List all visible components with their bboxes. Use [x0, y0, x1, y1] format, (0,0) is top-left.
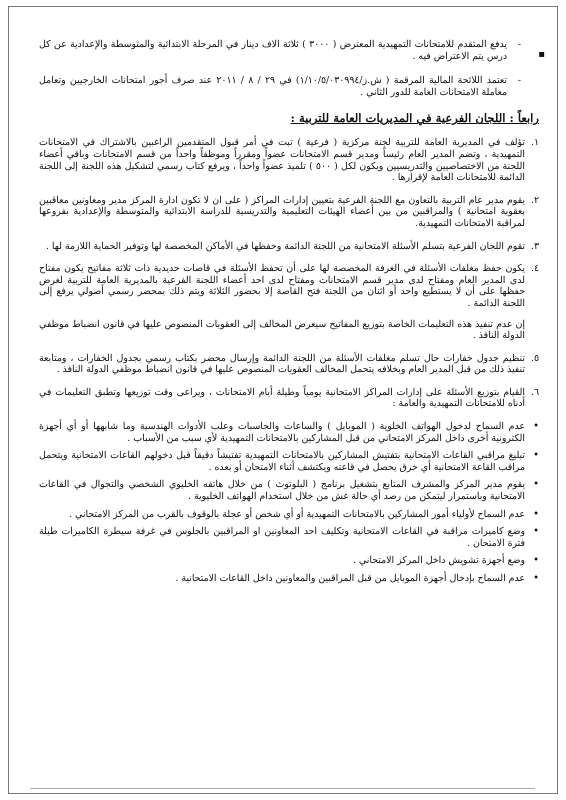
bullet-dot-icon: • — [533, 573, 539, 584]
item-text: تقوم اللجان الفرعية بتسلم الأسئلة الامتحانية من اللجنة الدائمة وحفظها في الأماكن المخصصة لها وتوفير الحماية اللازمة لها . — [45, 240, 525, 252]
rule-text: عدم السماح بإدخال أجهزة الموبايل من قبل المراقبين والمعاونين داخل القاعات الامتحانية . — [175, 573, 525, 584]
item-text: يقوم مدير عام التربية بالتعاون مع اللجنة الفرعية بتعيين إدارات المراكز ( على ان لا تكون ادارة المركز مدير ومعاونين معاقبين بعقوبة امتحانية ) والمراقبين من بين أعضاء الهيئات التعليمية والتدريسية للدراسة الابتدائية والمتوسطة والإعدادية بفروعها لمراقبة الامتحانات التمهيدية. — [39, 194, 525, 229]
item-text: يكون حفظ مغلفات الأسئلة في الغرفة المخصصة لها على أن تحفظ الأسئلة في قاصات حديدية ذات ثلاثة مفاتيح يكون مفتاح لدى المدير العام ومفتاح لدى مدير قسم الامتحانات ومفتاح لدى احد أعضاء اللجنة الفرعية بالمديرية العامة للتربية لغرض حفظها على أن لا يستطيع واحد أو اثنان من اللجنة فتح القاصة إلا بحضور الثلاثة ويتم ذلك بمحضر رسمي أصولي يرفع إلى اللجنة الدائمة . — [39, 263, 525, 309]
rule-bullet — [39, 450, 541, 473]
numbered-item — [39, 241, 541, 253]
numbered-item — [39, 195, 541, 230]
rule-text: يقوم مدير المركز والمشرف المتابع بتشغيل برنامج ( البلوتوث ) من خلال هاتفه الخليوي الشخصي والتجوال في القاعات الامتحانية وباستمرار ليتمكن من رصد أي حالة غش من خلال استخدام الهواتف الخليوية . — [39, 479, 525, 503]
rule-bullet — [39, 421, 541, 444]
dash-marker-icon: - — [517, 39, 521, 50]
bullet-dot-icon: • — [533, 421, 539, 433]
rule-bullet — [39, 526, 541, 549]
numbered-item — [39, 353, 541, 376]
rule-bullet — [39, 573, 541, 585]
rule-bullet — [39, 479, 541, 502]
bullet-dot-icon: • — [533, 450, 539, 462]
item-text: القيام بتوزيع الأسئلة على إدارات المراكز الامتحانية يومياً وطيلة أيام الامتحانات ، ويراعى وقت توزيعها وتطبق التعليمات في أدناه للامتحانات التمهيدية والعامة : — [39, 386, 525, 410]
item-number: ٣. — [530, 240, 539, 252]
numbered-list — [39, 137, 541, 309]
intro-bullet-text: يدفع المتقدم للامتحانات التمهيدية المعترض ( ٣٠٠٠ ) ثلاثة الاف دينار في المرحلة الابتدائية والمتوسطة والإعدادية عن كل درس يتم الاعتراض فيه . — [39, 39, 508, 62]
item-number: ٥. — [530, 352, 539, 364]
item-number: ٢. — [530, 194, 539, 206]
page-bottom-divider — [30, 788, 535, 789]
bullet-dot-icon: • — [533, 526, 539, 538]
rule-bullet — [39, 509, 541, 521]
document-page — [8, 6, 558, 794]
intro-bullet — [39, 39, 541, 62]
penalty-note: إن عدم تنفيذ هذه التعليمات الخاصة بتوزيع المفاتيح سيعرض المخالف إلى العقوبات المنصوص عليها في قانون انضباط موظفي الدولة النافذ . — [39, 318, 525, 342]
rule-bullet — [39, 555, 541, 567]
numbered-item — [39, 263, 541, 309]
dash-marker-icon: - — [517, 75, 521, 87]
rules-bullet-list — [39, 421, 541, 585]
numbered-item — [39, 137, 541, 183]
rule-text: تبليغ مراقبي القاعات الامتحانية بتفتيش المشاركين بالامتحانات التمهيدية تفتيشاً دقيقاً قبل دخولهم القاعات الامتحانية ويتحمل مراقب القاعة الامتحانية أي خرق يحصل في قاعته ويكتشف أثناء الامتحان أو بعده . — [39, 450, 525, 473]
rule-text: عدم السماح لأولياء أمور المشاركين بالامتحانات التمهيدية أو أي شخص أو عجلة بالوقوف بالقرب من المركز الامتحاني . — [69, 508, 525, 520]
section-title: رابعاً : اللجان الفرعية في المديريات العامة للتربية : — [290, 111, 539, 126]
intro-bullet — [39, 75, 541, 98]
rule-text: وضع أجهزة تشويش داخل المركز الامتحاني . — [352, 555, 525, 567]
item-text: تنظيم جدول خفارات حال تسلم مغلفات الأسئلة من اللجنة الدائمة وإرسال محضر بكتاب رسمي بجدول الخفارات ، ومتابعة تنفيذ ذلك من قبل المدير العام وبخلافه يتحمل المخالف العقوبات المنصوص عليها في قانون انضباط موظفي الدولة النافذ . — [39, 352, 525, 376]
numbered-list-continued — [39, 353, 541, 410]
rule-text: وضع كاميرات مراقبة في القاعات الامتحانية وتكليف احد المعاونين او المراقبين بالجلوس في غرفة سيطرة الكاميرات طيلة فترة الامتحان . — [39, 526, 525, 549]
item-number: ١. — [530, 137, 539, 149]
item-number: ٦. — [530, 386, 539, 398]
item-text: تؤلف في المديرية العامة للتربية لجنة مركزية ( فرعية ) تبت في أمر قبول المتقدمين الراغبين بالاشتراك في الامتحانات التمهيدية ، وتضم المدير العام رئيساً ومدير قسم الامتحانات عضواً ومقرراً وموظفاً واحداً من قسم الامتحانات وباقي أعضاء اللجنة من الاختصاصيين والتدريسيين ويكون لكل ( ٥٠٠ ) تلميذ عضواً واحداً ، ويرفع كتاب رسمي لتشكيل هذه اللجنة إلى اللجنة الدائمة للامتحانات العامة لإقرارها . — [39, 137, 525, 184]
intro-bullet-list — [39, 39, 541, 98]
numbered-item — [39, 387, 541, 410]
item-number: ٤. — [530, 263, 539, 275]
bullet-dot-icon: • — [533, 508, 539, 520]
bullet-dot-icon: • — [533, 555, 539, 567]
margin-marker: ▪ — [538, 49, 545, 60]
intro-bullet-text: تعتمد اللائحة المالية المرقمة ( ش.ز/١/١٠/٥/٠٣٠٩٩٤) في ٢٩ / ٨ / ٢٠١١ عند صرف أجور امتحانات الخارجيين وتعامل معاملة الامتحانات العامة للدور الثاني . — [39, 75, 507, 98]
bullet-dot-icon: • — [533, 479, 539, 491]
rule-text: عدم السماح لدخول الهواتف الخلوية ( الموبايل ) والساعات والحاسبات وعلب الأدوات الهندسية وما شابهها أو أي أجهزة الكترونية أخرى داخل المركز الامتحاني من قبل المشاركين بالامتحانات التمهيدية لأي سبب من الأسباب . — [39, 421, 525, 444]
